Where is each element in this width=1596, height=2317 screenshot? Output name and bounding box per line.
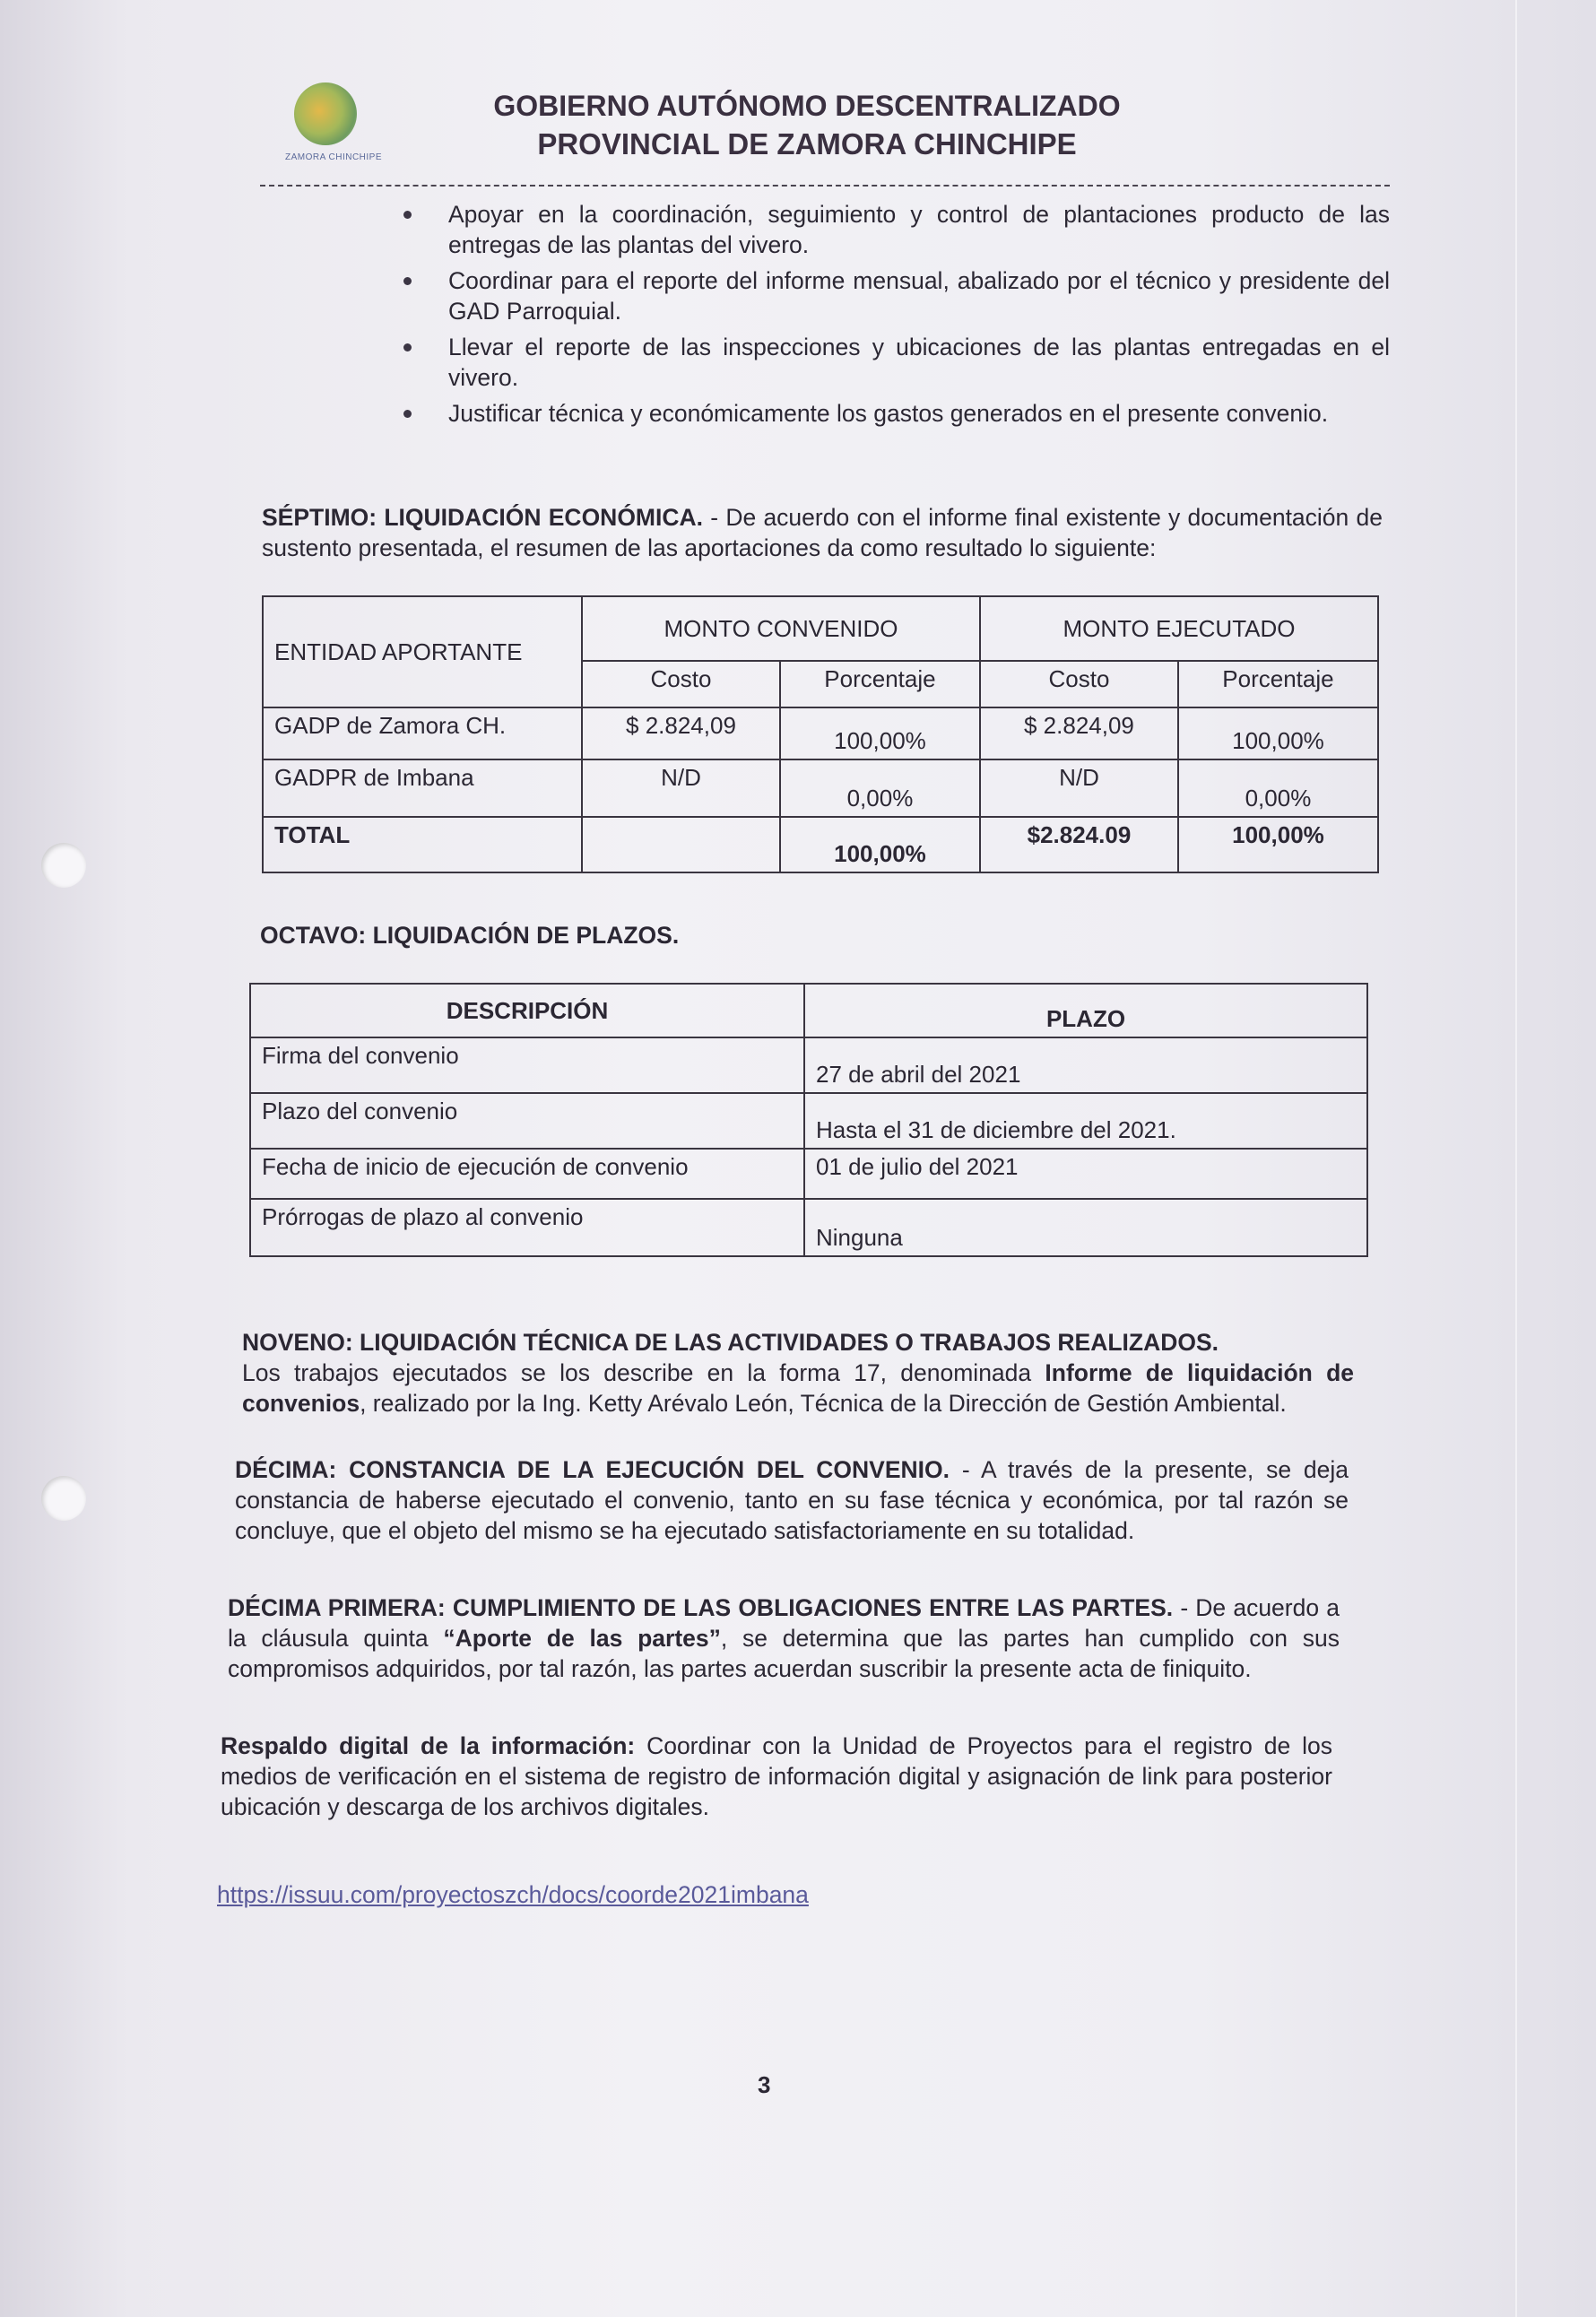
- page-number: 3: [758, 2071, 771, 2098]
- bullet-list: [269, 199, 1390, 434]
- decima-heading: DÉCIMA: CONSTANCIA DE LA EJECUCIÓN DEL CONVENIO.: [235, 1456, 950, 1483]
- octavo-heading: OCTAVO: LIQUIDACIÓN DE PLAZOS.: [260, 922, 680, 949]
- table-cell: Fecha de inicio de ejecución de convenio: [250, 1149, 804, 1199]
- bullet-icon: [403, 410, 412, 418]
- deadlines-table: [249, 983, 1368, 1257]
- table-cell: 100,00%: [1178, 817, 1378, 872]
- header-line-1: GOBIERNO AUTÓNOMO DESCENTRALIZADO: [493, 90, 1121, 122]
- decima-primera-paragraph: DÉCIMA PRIMERA: CUMPLIMIENTO DE LAS OBLIGACIONES ENTRE LAS PARTES. - De acuerdo a la cláusula quinta “Aporte de las partes”, se determina que las partes han cumplido con sus compromisos adquiridos, por tal razón, las partes acuerdan suscribir la presente acta de finiquito.: [228, 1594, 1340, 1682]
- table-cell: GADP de Zamora CH.: [263, 707, 582, 759]
- respaldo-heading: Respaldo digital de la información:: [221, 1732, 636, 1759]
- header-line-2: PROVINCIAL DE ZAMORA CHINCHIPE: [537, 127, 1077, 161]
- table-cell: Ninguna: [804, 1199, 1367, 1256]
- list-item: Coordinar para el reporte del informe mensual, abalizado por el técnico y presidente del GAD Parroquial.: [269, 265, 1390, 326]
- respaldo-paragraph: Respaldo digital de la información: Coordinar con la Unidad de Proyectos para el registro de los medios de verificación en el sistema de registro de información digital y asignación de link para posterior ubicación y descarga de los archivos digitales.: [221, 1732, 1332, 1820]
- table-cell: $ 2.824,09: [582, 707, 780, 759]
- table-cell: N/D: [582, 759, 780, 817]
- septimo-paragraph: [262, 502, 1383, 563]
- table-cell: [582, 817, 780, 872]
- septimo-text: - De acuerdo con el informe final existente y documentación de sustento presentada, el resumen de las aportaciones da como resultado lo siguiente:: [262, 504, 1383, 561]
- table-header: Costo: [980, 661, 1178, 707]
- table-header: PLAZO: [804, 984, 1367, 1037]
- table-header: MONTO CONVENIDO: [582, 596, 980, 661]
- table-cell: Plazo del convenio: [250, 1093, 804, 1149]
- logo-text: ZAMORA CHINCHIPE: [285, 152, 383, 162]
- provincial-logo: [285, 82, 384, 172]
- table-row: [250, 1093, 1367, 1149]
- table-header: ENTIDAD APORTANTE: [263, 596, 582, 707]
- punch-hole: [41, 843, 86, 888]
- table-cell: TOTAL: [263, 817, 582, 872]
- table-cell: GADPR de Imbana: [263, 759, 582, 817]
- bullet-icon: [403, 277, 412, 285]
- decima-primera-heading: DÉCIMA PRIMERA: CUMPLIMIENTO DE LAS OBLIGACIONES ENTRE LAS PARTES.: [228, 1594, 1174, 1621]
- table-cell: N/D: [980, 759, 1178, 817]
- header-divider: [260, 185, 1390, 187]
- noveno-paragraph: NOVENO: LIQUIDACIÓN TÉCNICA DE LAS ACTIVIDADES O TRABAJOS REALIZADOS. Los trabajos ejecutados se los describe en la forma 17, denominada Informe de liquidación de convenios, realizado por la Ing. Ketty Arévalo León, Técnica de la Dirección de Gestión Ambiental.: [242, 1329, 1354, 1417]
- table-cell: Hasta el 31 de diciembre del 2021.: [804, 1093, 1367, 1149]
- list-item: Justificar técnica y económicamente los gastos generados en el presente convenio.: [269, 398, 1390, 429]
- table-cell: $2.824.09: [980, 817, 1178, 872]
- septimo-heading: SÉPTIMO: LIQUIDACIÓN ECONÓMICA.: [262, 504, 704, 531]
- bullet-icon: [403, 211, 412, 219]
- issuu-link[interactable]: https://issuu.com/proyectoszch/docs/coorde2021imbana: [217, 1881, 809, 1908]
- table-row: [263, 817, 1378, 872]
- table-cell: 100,00%: [1178, 707, 1378, 759]
- table-header: Porcentaje: [1178, 661, 1378, 707]
- table-cell: 01 de julio del 2021: [804, 1149, 1367, 1199]
- table-cell: 27 de abril del 2021: [804, 1037, 1367, 1093]
- table-cell: 100,00%: [780, 817, 980, 872]
- table-cell: $ 2.824,09: [980, 707, 1178, 759]
- table-row: [250, 1149, 1367, 1199]
- table-header: Costo: [582, 661, 780, 707]
- logo-emblem-icon: [294, 82, 357, 145]
- table-cell: 0,00%: [1178, 759, 1378, 817]
- decima-paragraph: DÉCIMA: CONSTANCIA DE LA EJECUCIÓN DEL CONVENIO. - A través de la presente, se deja constancia de haberse ejecutado el convenio, tanto en su fase técnica y económica, por tal razón se concluye, que el objeto del mismo se ha ejecutado satisfactoriamente en su totalidad.: [235, 1456, 1349, 1544]
- page-fold: [1515, 0, 1517, 2317]
- table-header: MONTO EJECUTADO: [980, 596, 1378, 661]
- list-item: Llevar el reporte de las inspecciones y ubicaciones de las plantas entregadas en el vivero.: [269, 332, 1390, 393]
- economic-liquidation-table: [262, 595, 1379, 873]
- punch-hole: [41, 1476, 86, 1521]
- table-header: DESCRIPCIÓN: [250, 984, 804, 1037]
- table-row: [263, 759, 1378, 817]
- noveno-heading: NOVENO: LIQUIDACIÓN TÉCNICA DE LAS ACTIVIDADES O TRABAJOS REALIZADOS.: [242, 1329, 1219, 1356]
- table-cell: 0,00%: [780, 759, 980, 817]
- table-row: [250, 1037, 1367, 1093]
- table-header: Porcentaje: [780, 661, 980, 707]
- bullet-icon: [403, 343, 412, 351]
- table-cell: Prórrogas de plazo al convenio: [250, 1199, 804, 1256]
- table-row: [263, 707, 1378, 759]
- table-cell: 100,00%: [780, 707, 980, 759]
- list-item: Apoyar en la coordinación, seguimiento y control de plantaciones producto de las entregas de las plantas del vivero.: [269, 199, 1390, 260]
- table-row: [250, 1199, 1367, 1256]
- table-cell: Firma del convenio: [250, 1037, 804, 1093]
